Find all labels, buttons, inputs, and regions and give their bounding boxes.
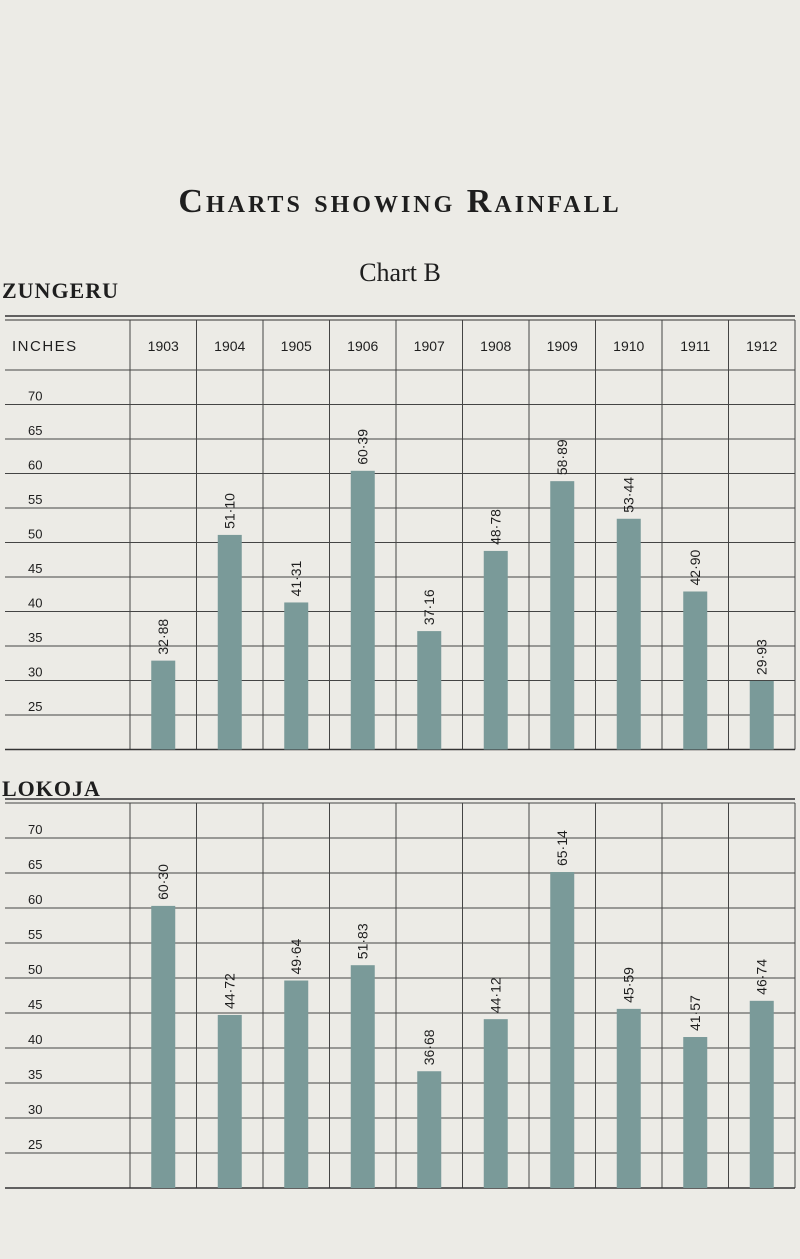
data-label-1909: 58·89: [554, 439, 571, 476]
year-header-1907: 1907: [413, 338, 445, 354]
bar-1911: [683, 1037, 707, 1188]
y-tick-label: 45: [28, 561, 43, 576]
station-label-lokoja: LOKOJA: [2, 776, 101, 801]
y-tick-label: 70: [28, 822, 43, 837]
data-label-1911: 42·90: [687, 549, 704, 586]
year-header-1904: 1904: [214, 338, 246, 354]
bar-1909: [550, 481, 574, 749]
bar-1905: [284, 602, 308, 749]
year-header-1906: 1906: [347, 338, 379, 354]
year-header-1911: 1911: [680, 338, 711, 354]
header-units-label: INCHES: [12, 338, 78, 355]
bar-1912: [750, 681, 774, 750]
chart-subtitle: Chart B: [359, 258, 441, 287]
y-tick-label: 35: [28, 630, 43, 645]
bar-1910: [617, 1009, 641, 1188]
y-tick-label: 25: [28, 1137, 43, 1152]
bar-1908: [484, 551, 508, 750]
bar-1910: [617, 519, 641, 750]
data-label-1905: 41·31: [288, 560, 305, 597]
bar-1905: [284, 981, 308, 1188]
bar-1904: [218, 1015, 242, 1188]
data-label-1908: 44·12: [487, 977, 504, 1014]
y-tick-label: 30: [28, 664, 43, 680]
bar-1907: [417, 631, 441, 749]
y-tick-label: 65: [28, 423, 43, 438]
data-label-1904: 51·10: [221, 493, 238, 529]
y-tick-label: 35: [28, 1067, 43, 1082]
data-label-1908: 48·78: [487, 509, 504, 545]
data-label-1903: 60·30: [155, 864, 172, 900]
page-title: Charts showing Rainfall: [178, 183, 622, 220]
y-tick-label: 50: [28, 962, 43, 977]
y-tick-label: 55: [28, 927, 43, 942]
data-label-1910: 53·44: [620, 476, 637, 513]
bar-1908: [484, 1019, 508, 1188]
bar-1909: [550, 872, 574, 1188]
data-label-1907: 36·68: [421, 1029, 438, 1066]
data-label-1910: 45·59: [620, 967, 637, 1003]
lokoja-rainfall-chart: [0, 798, 800, 1218]
y-tick-label: 40: [28, 1032, 43, 1047]
data-label-1907: 37·16: [421, 589, 438, 626]
y-tick-label: 60: [28, 457, 43, 473]
bar-1906: [351, 965, 375, 1188]
data-label-1904: 44·72: [221, 973, 238, 1009]
year-header-1903: 1903: [147, 338, 179, 354]
bar-1904: [218, 535, 242, 750]
bar-1906: [351, 471, 375, 750]
y-tick-label: 60: [28, 892, 43, 907]
data-label-1906: 60·39: [354, 428, 371, 465]
data-label-1912: 29·93: [753, 639, 770, 675]
y-tick-label: 50: [28, 526, 43, 542]
y-tick-label: 70: [28, 388, 43, 404]
year-header-1909: 1909: [546, 338, 578, 354]
bar-1903: [151, 661, 175, 750]
zungeru-rainfall-chart: [0, 305, 800, 775]
bar-1903: [151, 906, 175, 1188]
data-label-1906: 51·83: [354, 923, 371, 960]
data-label-1912: 46·74: [753, 959, 770, 995]
bar-1907: [417, 1071, 441, 1188]
year-header-1910: 1910: [613, 338, 645, 354]
station-label-zungeru: ZUNGERU: [2, 278, 120, 303]
y-tick-label: 65: [28, 857, 43, 872]
chart-grid: [5, 316, 795, 750]
data-label-1905: 49·64: [288, 938, 305, 975]
y-tick-label: 45: [28, 997, 43, 1012]
y-tick-label: 55: [28, 492, 43, 507]
year-header-1905: 1905: [280, 338, 312, 354]
bar-1911: [683, 591, 707, 749]
chart-grid: [5, 799, 795, 1188]
data-label-1903: 32·88: [155, 618, 172, 655]
data-label-1911: 41·57: [687, 995, 704, 1032]
bar-1912: [750, 1001, 774, 1188]
year-header-1912: 1912: [746, 338, 778, 354]
year-header-1908: 1908: [480, 338, 512, 354]
y-tick-label: 25: [28, 699, 43, 714]
data-label-1909: 65·14: [554, 830, 571, 867]
y-tick-label: 30: [28, 1102, 43, 1117]
y-tick-label: 40: [28, 595, 43, 611]
